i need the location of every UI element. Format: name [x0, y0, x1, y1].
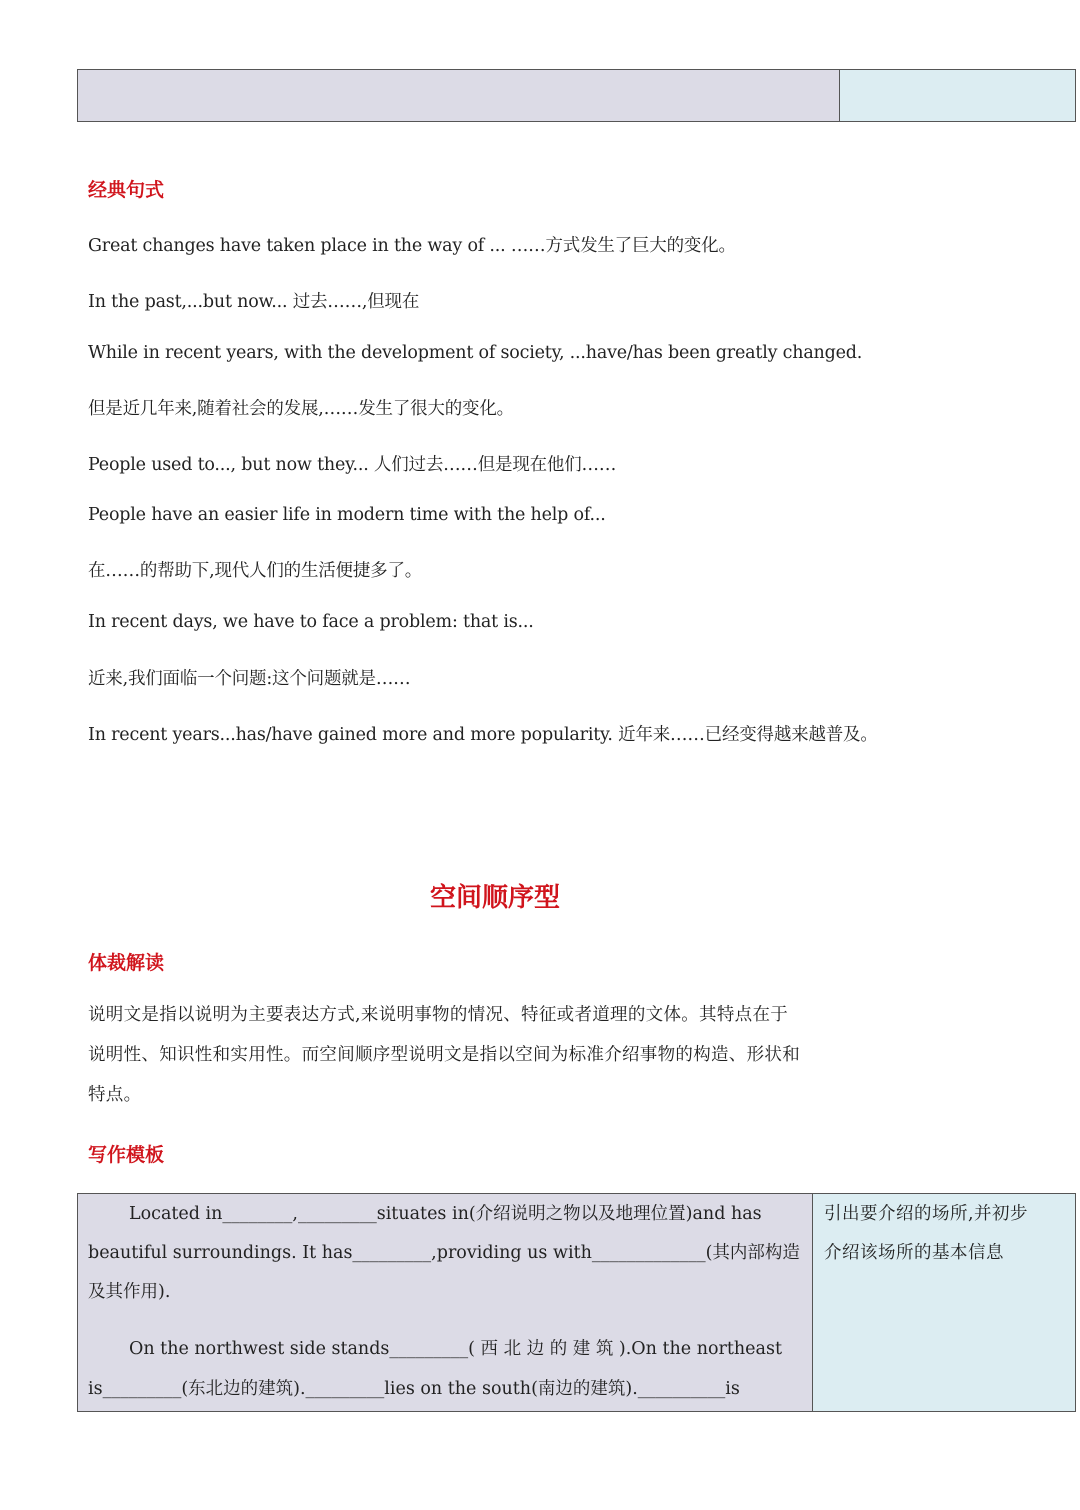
section-heading-genre-interpretation: 体裁解读	[88, 952, 165, 974]
section-title-spatial-order: 空间顺序型	[429, 883, 560, 913]
sentence-line: While in recent years, with the development of society, ...have/has been greatly changed.	[88, 343, 863, 363]
sentence-line: 近来,我们面临一个问题:这个问题就是……	[88, 669, 411, 689]
sentence-line: People have an easier life in modern time with the help of...	[88, 505, 606, 525]
sentence-line: 但是近几年来,随着社会的发展,……发生了很大的变化。	[88, 399, 514, 419]
template-line: is_________(东北边的建筑)._________lies on the south(南边的建筑).__________is	[88, 1379, 740, 1399]
sentence-line: Great changes have taken place in the way of ... ……方式发生了巨大的变化。	[88, 236, 736, 256]
template-line: 及其作用).	[88, 1282, 171, 1302]
template-note-line: 引出要介绍的场所,并初步	[824, 1204, 1029, 1224]
template-line: Located in________,_________situates in(介绍说明之物以及地理位置)and has	[129, 1204, 762, 1224]
sentence-line: In recent years...has/have gained more and more popularity. 近年来……已经变得越来越普及。	[88, 725, 878, 745]
sentence-line: In recent days, we have to face a problem: that is...	[88, 612, 534, 632]
section-heading-writing-template: 写作模板	[88, 1144, 165, 1166]
sentence-line: People used to..., but now they... 人们过去……但是现在他们……	[88, 455, 617, 475]
template-line: On the northwest side stands_________( 西 北 边 的 建 筑 ).On the northeast	[129, 1339, 782, 1359]
template-note-cell	[813, 1194, 1075, 1411]
writing-template-table	[77, 1193, 1076, 1412]
sentence-line: 在……的帮助下,现代人们的生活便捷多了。	[88, 561, 423, 581]
paragraph-line: 说明性、知识性和实用性。而空间顺序型说明文是指以空间为标准介绍事物的构造、形状和	[88, 1045, 800, 1065]
top-table-left-cell	[78, 70, 840, 121]
genre-paragraph	[88, 995, 918, 1115]
top-table-right-cell	[840, 70, 1075, 121]
template-note-line: 介绍该场所的基本信息	[824, 1243, 1004, 1263]
paragraph-line: 特点。	[88, 1085, 142, 1105]
section-heading-classic-sentences: 经典句式	[88, 179, 165, 201]
template-text-cell	[78, 1194, 813, 1411]
top-table	[77, 69, 1076, 122]
template-line: beautiful surroundings. It has_________,providing us with_____________(其内部构造	[88, 1243, 800, 1263]
sentence-line: In the past,...but now... 过去……,但现在	[88, 292, 420, 312]
paragraph-line: 说明文是指以说明为主要表达方式,来说明事物的情况、特征或者道理的文体。其特点在于	[88, 1005, 789, 1025]
